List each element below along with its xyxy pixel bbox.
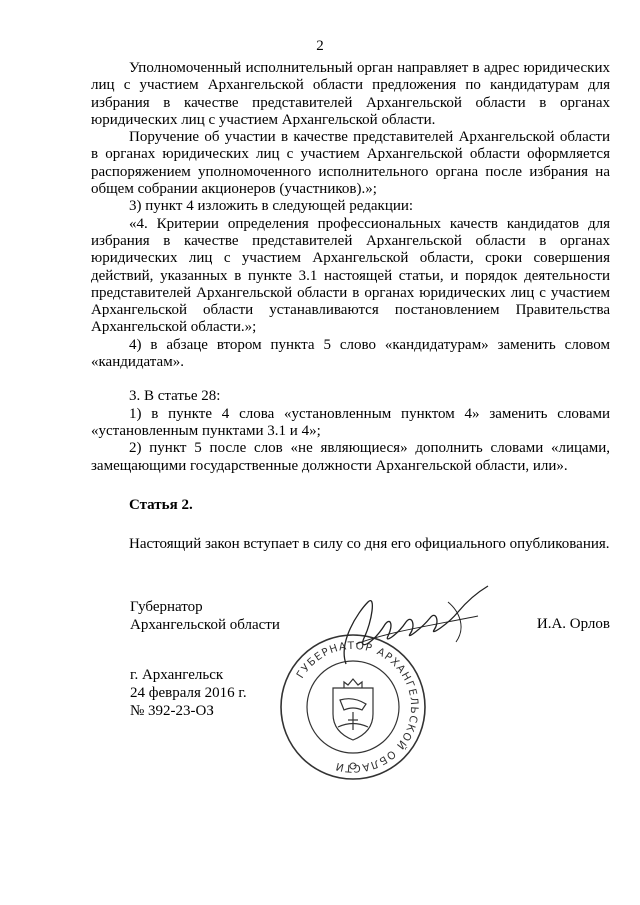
place-date-block [130, 666, 247, 720]
date: 24 февраля 2016 г. [130, 685, 247, 701]
paragraph: 2) пункт 5 после слов «не являющиеся» дополнить словами «лицами, замещающими государственные должности Архангельской области, или». [91, 440, 610, 474]
law-number: № 392-23-ОЗ [130, 703, 214, 719]
paragraph: 3. В статье 28: [129, 388, 221, 405]
paragraph: Поручение об участии в качестве представителей Архангельской области в органах юридических лиц с участием Архангельской области оформляется распоряжением уполномоченного исполнительного органа после избрания на общем собрании акционеров (участников).»; [91, 129, 610, 198]
spacer [91, 514, 610, 536]
signatory-title-line: Губернатор [130, 599, 203, 615]
article-heading: Статья 2. [129, 496, 193, 513]
spacer [91, 475, 610, 497]
spacer [91, 371, 610, 388]
signatory-title-line: Архангельской области [130, 617, 280, 633]
signatory-title [130, 598, 280, 634]
paragraph: «4. Критерии определения профессиональных качеств кандидатов для избрания в качестве представителей Архангельской области в органах юридических лиц с участием Архангельской области, сроки совершения действий, указанных в пункте 3.1 настоящей статьи, и порядок деятельности представителей Архангельской области в органах юридических лиц с участием Архангельской области устанавливаются постановлением Правительства Архангельской области.»; [91, 215, 610, 336]
coat-of-arms-icon [333, 679, 373, 740]
paragraph: Уполномоченный исполнительный орган направляет в адрес юридических лиц с участием Архангельской области предложения по кандидатурам для избрания в качестве представителей Архангельской области в органах юридических лиц с участием Архангельской области. [91, 60, 610, 128]
seal-text: ГУБЕРНАТОР АРХАНГЕЛЬСКОЙ ОБЛАСТИ [294, 639, 421, 775]
paragraph: 4) в абзаце втором пункта 5 слово «кандидатурам» заменить словом «кандидатам». [91, 336, 610, 371]
city: г. Архангельск [130, 667, 224, 683]
document-body [91, 60, 610, 553]
paragraph: 3) пункт 4 изложить в следующей редакции: [129, 198, 414, 215]
handwritten-signature [328, 582, 504, 674]
signatory-name: И.А. Орлов [536, 616, 610, 632]
paragraph: Настоящий закон вступает в силу со дня его официального опубликования. [129, 536, 610, 553]
page-number: 2 [316, 38, 324, 54]
paragraph: 1) в пункте 4 слова «установленным пунктом 4» заменить словами «установленным пунктами 3.1 и 4»; [91, 405, 610, 439]
